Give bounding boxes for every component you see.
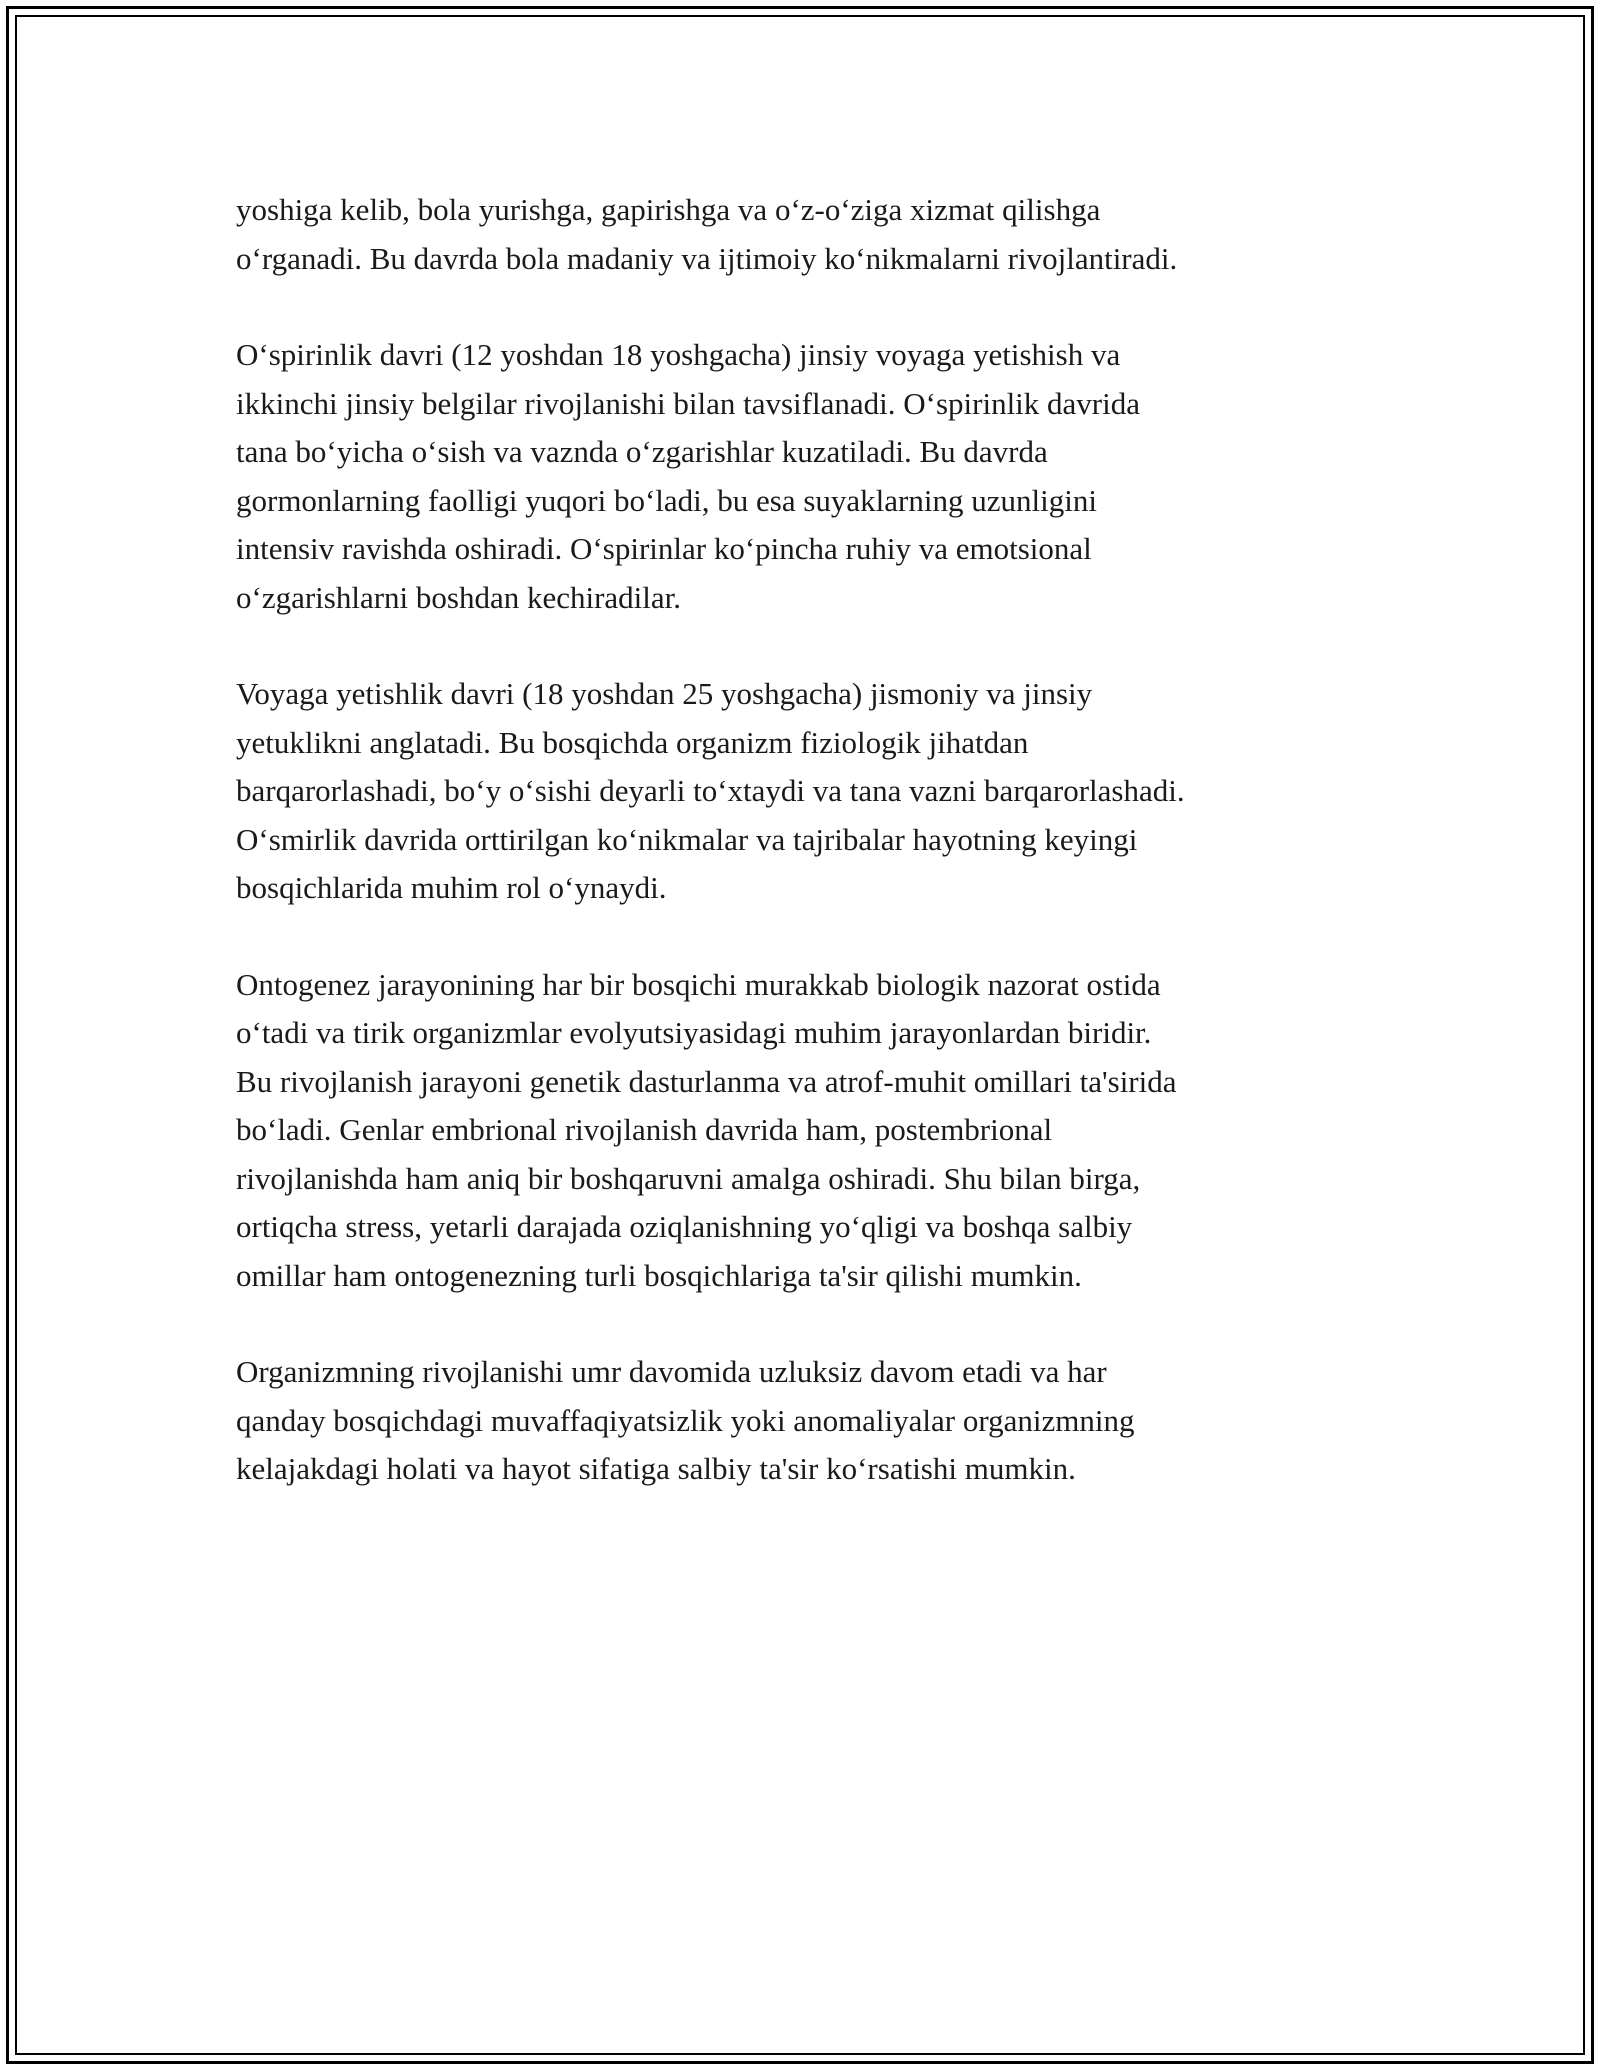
paragraph: yoshiga kelib, bola yurishga, gapirishga va o‘z-o‘ziga xizmat qilishga o‘rganadi. Bu davrda bola madaniy va ijtimoiy ko‘nikmalarni rivojlantiradi. [236, 192, 1178, 276]
document-body [236, 186, 1366, 1542]
paragraph: Ontogenez jarayonining har bir bosqichi murakkab biologik nazorat ostida o‘tadi va tirik organizmlar evolyutsiyasidagi muhim jarayonlardan biridir. Bu rivojlanish jarayoni genetik dasturlanma va atrof-muhit omillari ta'sirida bo‘ladi. Genlar embrional rivojlanish davrida ham, postembrional rivojlanishda ham aniq bir boshqaruvni amalga oshiradi. Shu bilan birga, ortiqcha stress, yetarli darajada oziqlanishning yo‘qligi va boshqa salbiy omillar ham ontogenezning turli bosqichlariga ta'sir qilishi mumkin. [236, 966, 1177, 1293]
paragraph: O‘spirinlik davri (12 yoshdan 18 yoshgacha) jinsiy voyaga yetishish va ikkinchi jinsiy belgilar rivojlanishi bilan tavsiflanadi. O‘spirinlik davrida tana bo‘yicha o‘sish va vaznda o‘zgarishlar kuzatiladi. Bu davrda gormonlarning faolligi yuqori bo‘ladi, bu esa suyaklarning uzunligini intensiv ravishda oshiradi. O‘spirinlar ko‘pincha ruhiy va emotsional o‘zgarishlarni boshdan kechiradilar. [236, 337, 1140, 615]
paragraph: Voyaga yetishlik davri (18 yoshdan 25 yoshgacha) jismoniy va jinsiy yetuklikni anglatadi. Bu bosqichda organizm fiziologik jihatdan barqarorlashadi, bo‘y o‘sishi deyarli to‘xtaydi va tana vazni barqarorlashadi. O‘smirlik davrida orttirilgan ko‘nikmalar va tajribalar hayotning keyingi bosqichlarida muhim rol o‘ynaydi. [236, 676, 1185, 905]
paragraph: Organizmning rivojlanishi umr davomida uzluksiz davom etadi va har qanday bosqichdagi muvaffaqiyatsizlik yoki anomaliyalar organizmning kelajakdagi holati va hayot sifatiga salbiy ta'sir ko‘rsatishi mumkin. [236, 1354, 1135, 1486]
